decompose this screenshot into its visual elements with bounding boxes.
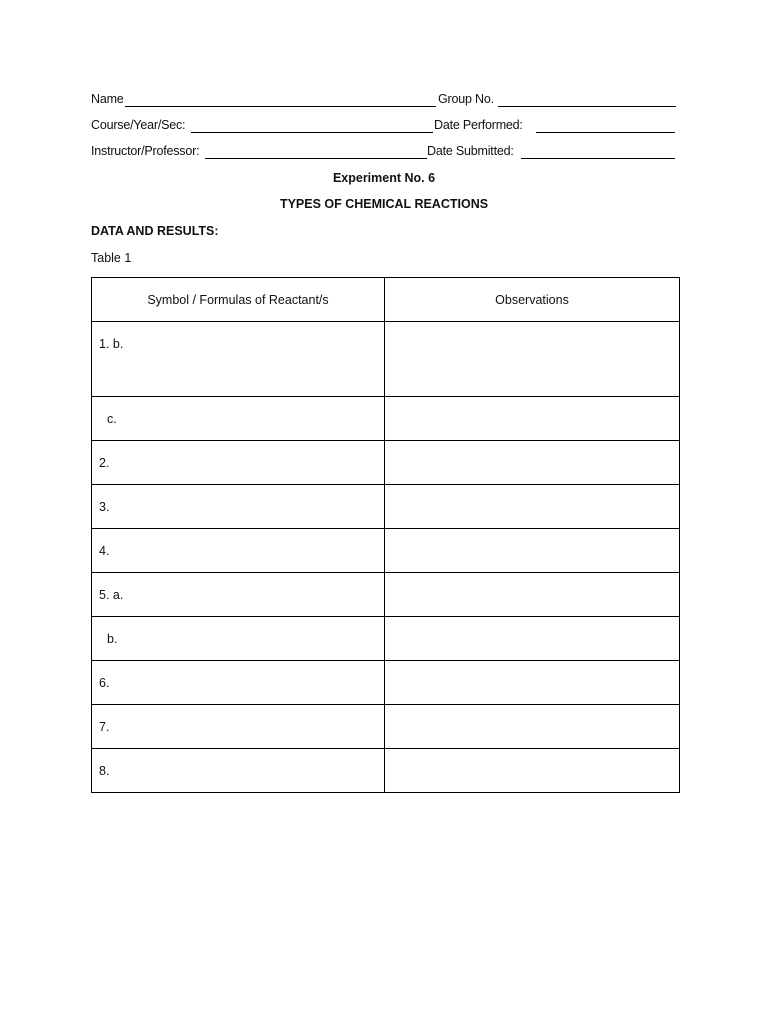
row-label: c. — [92, 397, 385, 441]
section-heading: DATA AND RESULTS: — [91, 224, 219, 238]
table-row — [92, 749, 680, 793]
group-field[interactable] — [498, 106, 676, 107]
course-label: Course/Year/Sec: — [91, 118, 186, 132]
table-row — [92, 322, 680, 397]
name-field[interactable] — [125, 106, 436, 107]
observation-cell[interactable] — [385, 573, 680, 617]
instructor-field[interactable] — [205, 158, 427, 159]
table-row — [92, 397, 680, 441]
row-label: 1. b. — [92, 322, 385, 397]
observation-cell[interactable] — [385, 749, 680, 793]
observation-cell[interactable] — [385, 705, 680, 749]
table-row — [92, 529, 680, 573]
row-label: 8. — [92, 749, 385, 793]
row-label: 5. a. — [92, 573, 385, 617]
table-row — [92, 441, 680, 485]
row-label: 3. — [92, 485, 385, 529]
course-field[interactable] — [191, 132, 433, 133]
instructor-label: Instructor/Professor: — [91, 144, 200, 158]
observation-cell[interactable] — [385, 322, 680, 397]
experiment-title: Experiment No. 6 — [332, 171, 436, 185]
date-performed-label: Date Performed: — [434, 118, 523, 132]
column-header-reactants: Symbol / Formulas of Reactant/s — [92, 278, 385, 322]
table-header-row — [92, 278, 680, 322]
column-header-observations: Observations — [385, 278, 680, 322]
date-submitted-field[interactable] — [521, 158, 675, 159]
observation-cell[interactable] — [385, 485, 680, 529]
name-group-row — [91, 92, 678, 110]
name-label: Name — [91, 92, 124, 106]
date-submitted-label: Date Submitted: — [427, 144, 514, 158]
experiment-subtitle: TYPES OF CHEMICAL REACTIONS — [279, 197, 489, 211]
date-performed-field[interactable] — [536, 132, 675, 133]
observation-cell[interactable] — [385, 529, 680, 573]
course-date-row — [91, 118, 678, 136]
table-caption: Table 1 — [91, 251, 132, 265]
instructor-date-row — [91, 144, 678, 162]
row-label: b. — [92, 617, 385, 661]
observation-cell[interactable] — [385, 661, 680, 705]
row-label: 6. — [92, 661, 385, 705]
row-label: 4. — [92, 529, 385, 573]
observation-cell[interactable] — [385, 397, 680, 441]
table-row — [92, 705, 680, 749]
observation-cell[interactable] — [385, 617, 680, 661]
observation-cell[interactable] — [385, 441, 680, 485]
row-label: 7. — [92, 705, 385, 749]
table-row — [92, 661, 680, 705]
table-row — [92, 617, 680, 661]
group-label: Group No. — [438, 92, 494, 106]
results-table — [91, 277, 680, 793]
table-row — [92, 485, 680, 529]
table-row — [92, 573, 680, 617]
row-label: 2. — [92, 441, 385, 485]
